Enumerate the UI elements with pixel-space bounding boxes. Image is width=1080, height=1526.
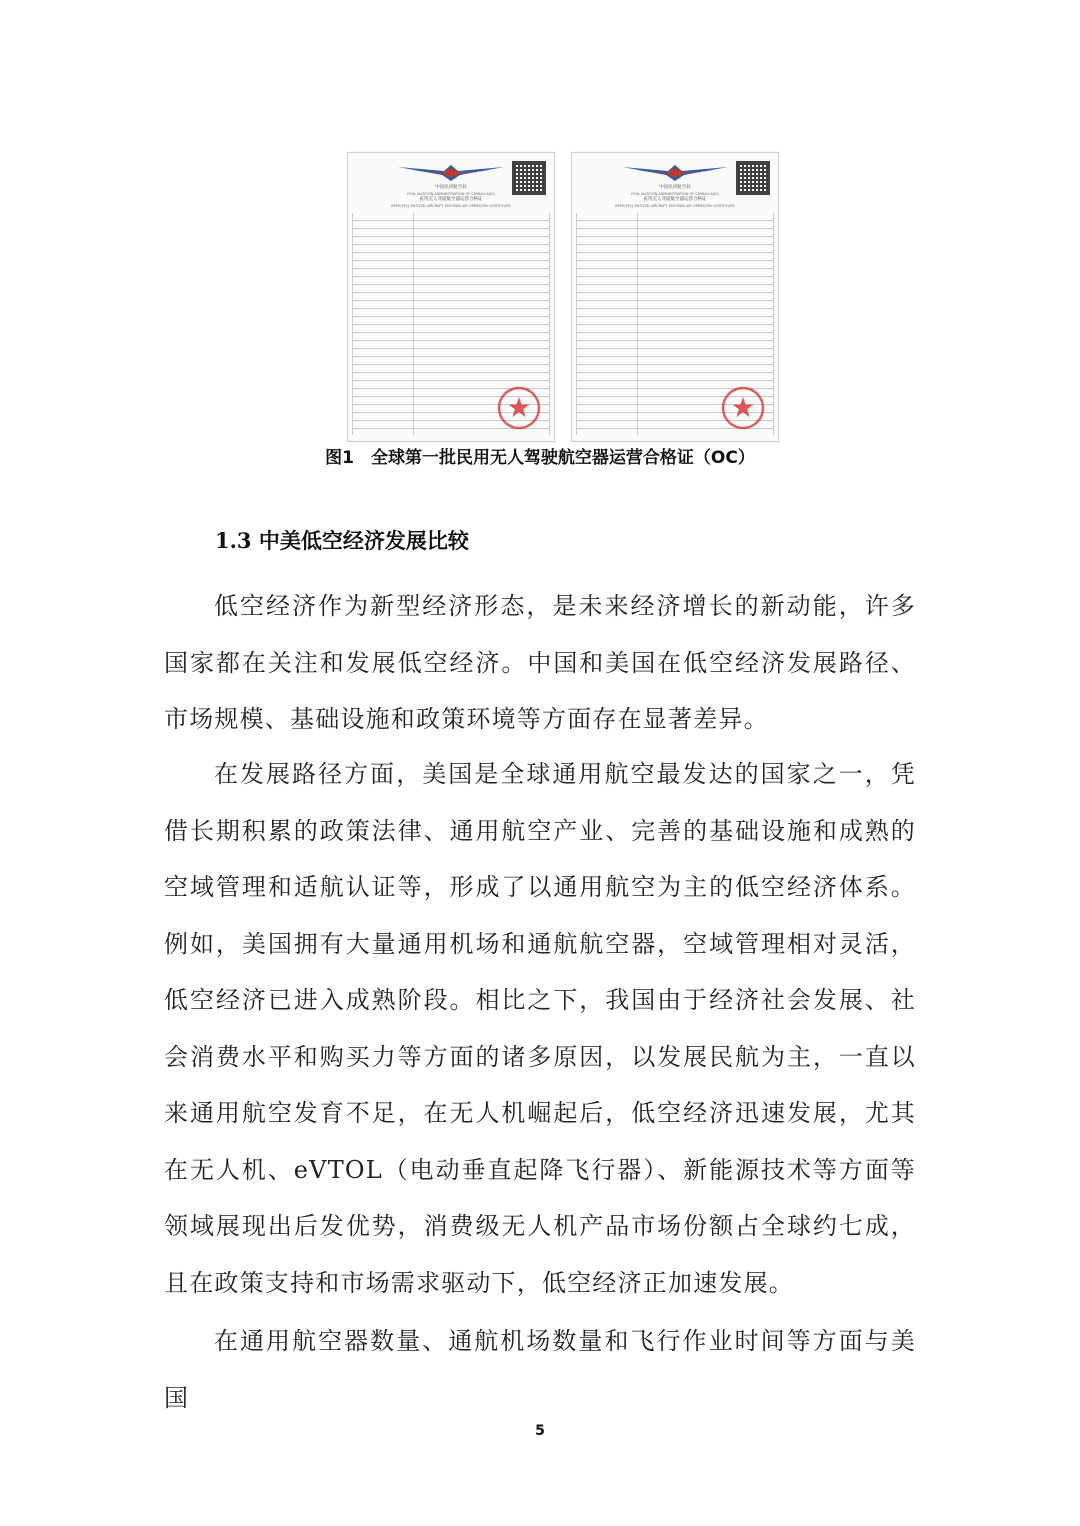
certificate-agency-en: CIVIL AVIATION ADMINISTRATION OF CHINA(CAAC) [406, 192, 495, 196]
certificate-header [368, 185, 534, 209]
certificate-title-cn: 民用无人驾驶航空器运营合格证 [643, 197, 707, 202]
caac-emblem-icon [396, 161, 506, 183]
official-seal-icon [720, 385, 766, 431]
certificate-figure [347, 152, 787, 442]
certificate-title-en: REMOTELY PILOTED AIRCRAFT SYSTEMS AIR OPERATOR CERTIFICATE [615, 204, 735, 208]
section-heading: 1.3 中美低空经济发展比较 [215, 528, 469, 553]
certificate-image-right [571, 152, 779, 442]
certificate-agency-en: CIVIL AVIATION ADMINISTRATION OF CHINA(CAAC) [630, 192, 719, 196]
certificate-title-cn: 民用无人驾驶航空器运营合格证 [419, 197, 483, 202]
figure-caption: 图1 全球第一批民用无人驾驶航空器运营合格证（OC） [325, 448, 755, 468]
certificate-image-left [347, 152, 555, 442]
certificate-title-en: REMOTELY PILOTED AIRCRAFT SYSTEMS AIR OPERATOR CERTIFICATE [391, 204, 511, 208]
body-paragraph: 低空经济作为新型经济形态，是未来经济增长的新动能，许多国家都在关注和发展低空经济。中国和美国在低空经济发展路径、市场规模、基础设施和政策环境等方面存在显著差异。 [164, 592, 916, 733]
certificate-agency-cn: 中国民用航空局 [435, 185, 467, 190]
certificate-header [592, 185, 758, 209]
certificate-agency-cn: 中国民用航空局 [659, 185, 691, 190]
page-number: 5 [535, 1423, 545, 1439]
body-paragraph: 在发展路径方面，美国是全球通用航空最发达的国家之一，凭借长期积累的政策法律、通用航空产业、完善的基础设施和成熟的空域管理和适航认证等，形成了以通用航空为主的低空经济体系。例如，美国拥有大量通用机场和通航航空器，空域管理相对灵活，低空经济已进入成熟阶段。相比之下，我国由于经济社会发展、社会消费水平和购买力等方面的诸多原因，以发展民航为主，一直以来通用航空发育不足，在无人机崛起后，低空经济迅速发展，尤其在无人机、eVTOL（电动垂直起降飞行器）、新能源技术等方面等领域展现出后发优势，消费级无人机产品市场份额占全球约七成，且在政策支持和市场需求驱动下，低空经济正加速发展。 [164, 760, 916, 1297]
body-paragraph: 在通用航空器数量、通航机场数量和飞行作业时间等方面与美国 [164, 1327, 916, 1412]
official-seal-icon [496, 385, 542, 431]
caac-emblem-icon [620, 161, 730, 183]
